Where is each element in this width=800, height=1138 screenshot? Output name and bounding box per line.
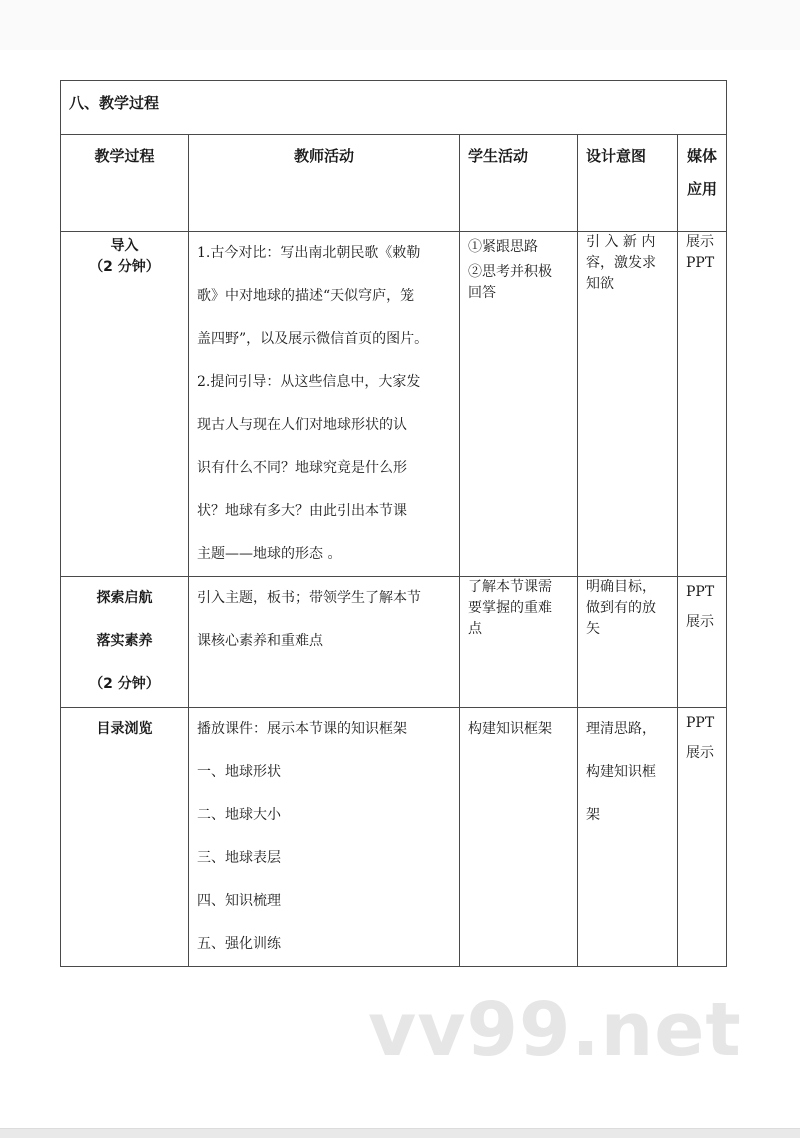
text-line: 歌》中对地球的描述“天似穹庐，笼 [197, 288, 415, 304]
stage-cell [61, 577, 189, 708]
text-line: 二、地球大小 [197, 807, 281, 823]
text-line: 状？地球有多大？由此引出本节课 [197, 503, 407, 519]
header-media-line1: 媒体 [687, 147, 718, 165]
text-line: 展示 [686, 614, 714, 630]
page-top-margin [0, 0, 800, 50]
text-line: 要掌握的重难 [468, 600, 552, 616]
text-line: 2.提问引导：从这些信息中，大家发 [197, 374, 421, 390]
student-activity-cell [460, 232, 578, 577]
text-line: 三、地球表层 [197, 850, 281, 866]
stage-cell [61, 708, 189, 967]
text-line: ①紧跟思路 [468, 239, 538, 255]
text-line: 了解本节课需 [468, 579, 552, 595]
table-row [61, 232, 727, 577]
section-title-row [61, 81, 727, 135]
design-intent-cell [578, 577, 678, 708]
header-student-activity: 学生活动 [460, 135, 578, 232]
student-activity-cell [460, 577, 578, 708]
text-line: 识有什么不同？地球究竟是什么形 [197, 460, 407, 476]
text-line: 理清思路， [586, 721, 656, 737]
table-row [61, 708, 727, 967]
stage-label: 探索启航 [96, 590, 153, 606]
text-line: 1.古今对比：写出南北朝民歌《敕勒 [197, 245, 421, 261]
text-line: 主题——地球的形态 。 [197, 546, 342, 562]
header-row [61, 135, 727, 232]
text-line: 回答 [468, 285, 496, 301]
media-cell [678, 708, 727, 967]
stage-label: 落实素养 [96, 633, 153, 649]
teacher-activity-cell [189, 708, 460, 967]
text-line: ②思考并积极 [468, 264, 552, 280]
text-line: PPT [686, 255, 715, 271]
text-line: 点 [468, 621, 482, 637]
text-line: 四、知识梳理 [197, 893, 281, 909]
stage-cell [61, 232, 189, 577]
text-line: 引 入 新 内 [586, 234, 656, 250]
text-line: 矢 [586, 621, 600, 637]
header-design-intent: 设计意图 [578, 135, 678, 232]
text-line: 展示 [686, 745, 714, 761]
text-line: 引入主题，板书；带领学生了解本节 [197, 590, 421, 606]
text-line: 播放课件：展示本节课的知识框架 [197, 721, 407, 737]
media-cell [678, 232, 727, 577]
stage-label: 导入 [110, 238, 139, 254]
stage-label: 目录浏览 [96, 721, 153, 737]
text-line: 容，激发求 [586, 255, 656, 271]
teaching-process-table [60, 80, 727, 967]
stage-duration: （2 分钟） [89, 259, 160, 275]
watermark: vv99.net [368, 987, 742, 1073]
media-cell [678, 577, 727, 708]
text-line: 一、地球形状 [197, 764, 281, 780]
text-line: PPT [686, 715, 715, 731]
section-title: 八、教学过程 [61, 81, 727, 135]
design-intent-cell [578, 708, 678, 967]
text-line: 盖四野”，以及展示微信首页的图片。 [197, 331, 429, 347]
header-media-line2: 应用 [687, 180, 718, 198]
student-activity-cell [460, 708, 578, 967]
table-row [61, 577, 727, 708]
teacher-activity-cell [189, 232, 460, 577]
text-line: 展示 [686, 234, 714, 250]
header-teacher-activity: 教师活动 [189, 135, 460, 232]
text-line: 构建知识框架 [468, 721, 552, 737]
design-intent-cell [578, 232, 678, 577]
text-line: 五、强化训练 [197, 936, 281, 952]
text-line: 做到有的放 [586, 600, 656, 616]
text-line: 构建知识框 [586, 764, 656, 780]
text-line: 现古人与现在人们对地球形状的认 [197, 417, 407, 433]
header-media [678, 135, 727, 232]
text-line: PPT [686, 584, 715, 600]
text-line: 课核心素养和重难点 [197, 633, 323, 649]
header-process: 教学过程 [61, 135, 189, 232]
text-line: 明确目标， [586, 579, 656, 595]
teacher-activity-cell [189, 577, 460, 708]
stage-duration: （2 分钟） [89, 676, 160, 692]
text-line: 架 [586, 807, 600, 823]
text-line: 知欲 [586, 276, 614, 292]
